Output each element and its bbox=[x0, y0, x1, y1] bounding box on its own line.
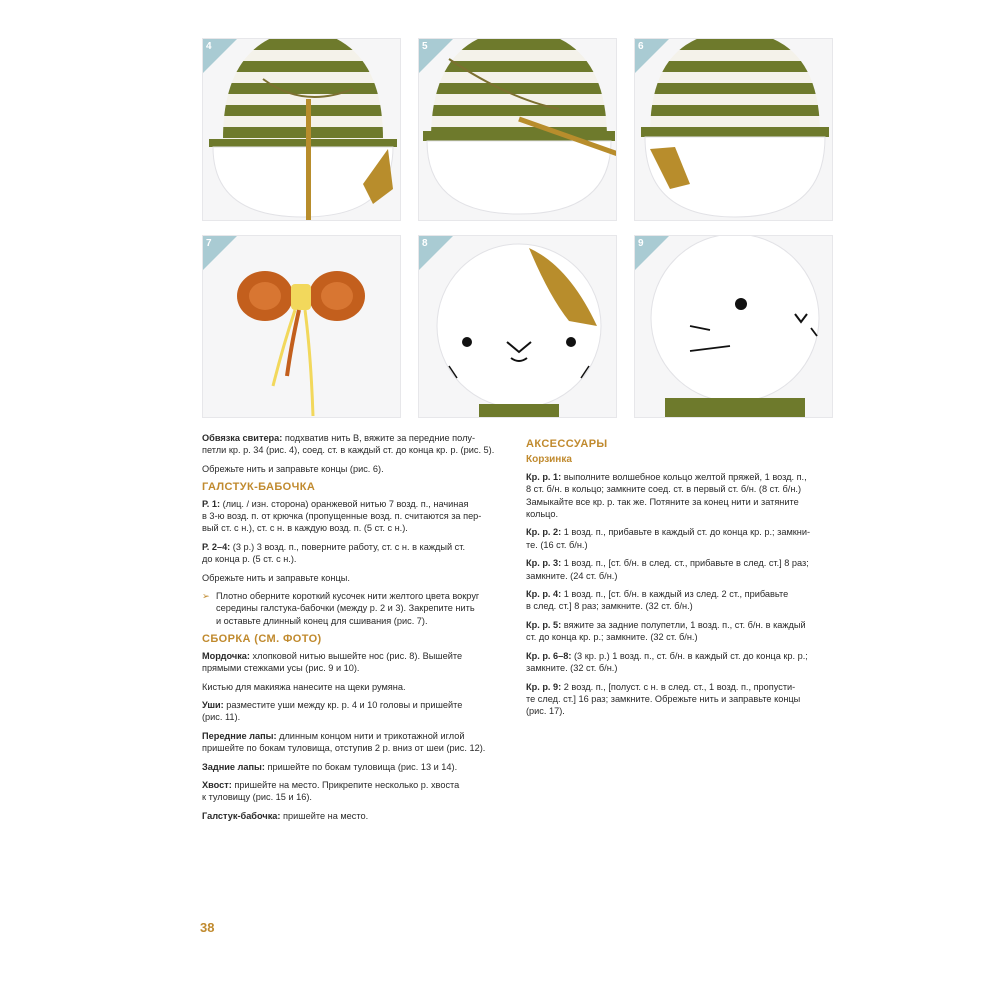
basket-round-2: Кр. р. 2: 1 возд. п., прибавьте в каждый ст. до конца кр. р.; замкни- те. (16 ст. б/н.) bbox=[526, 527, 811, 550]
cut-yarn-note-2: Обрежьте нить и заправьте концы. bbox=[202, 572, 350, 583]
photo-8 bbox=[418, 235, 617, 418]
arrow-icon: ➢ bbox=[202, 591, 210, 602]
tail-instruction: Хвост: пришейте на место. Прикрепите несколько р. хвоста к туловищу (рис. 15 и 16). bbox=[202, 779, 460, 803]
basket-round-9: Кр. р. 9: 2 возд. п., [полуст. с н. в след. ст., 1 возд. п., пропусти- те след. ст.] 16 раз; замкните. Обрежьте нить и заправьте концы (рис. 17). bbox=[526, 681, 801, 717]
section-heading-bow-tie: ГАЛСТУК-БАБОЧКА bbox=[202, 481, 316, 494]
section-heading-assembly: СБОРКА (СМ. ФОТО) bbox=[202, 633, 322, 646]
photo-6 bbox=[634, 38, 833, 221]
photo-5 bbox=[418, 38, 617, 221]
back-paws-instruction: Задние лапы: пришейте по бокам туловища (рис. 13 и 14). bbox=[202, 761, 458, 772]
wrap-yellow-yarn-note: ➢ Плотно оберните короткий кусочек нити желтого цвета вокруг середины галстука-бабочки (между р. 2 и 3). Закрепите нить и оставьте длинный конец для сшивания (рис. 7). bbox=[202, 591, 480, 626]
figure-number: 4 bbox=[206, 41, 212, 52]
front-paws-instruction: Передние лапы: длинным концом нити и трикотажной иглой пришейте по бокам туловища, отступив 2 р. вниз от шеи (рис. 12). bbox=[202, 730, 486, 754]
photo-4 bbox=[202, 38, 401, 221]
figure-number: 5 bbox=[422, 41, 428, 52]
muzzle-instruction: Мордочка: хлопковой нитью вышейте нос (рис. 8). Вышейте прямыми стежками усы (рис. 9 и 10). bbox=[202, 650, 463, 674]
row-1-instruction: Р. 1: (лиц. / изн. сторона) оранжевой нитью 7 возд. п., начиная в 3-ю возд. п. от крючка (пропущенные возд. п. считаются за пер- вый ст. с н.), ст. с н. в каждую возд. п. (5 ст. с н.). bbox=[202, 498, 482, 534]
page-number: 38 bbox=[200, 920, 215, 935]
figure-number: 7 bbox=[206, 238, 212, 249]
basket-round-5: Кр. р. 5: вяжите за задние полупетли, 1 возд. п., ст. б/н. в каждый ст. до конца кр. р.; замкните. (32 ст. б/н.) bbox=[526, 619, 806, 643]
basket-round-1: Кр. р. 1: выполните волшебное кольцо желтой пряжей, 1 возд. п., 8 ст. б/н. в кольцо; замкните соед. ст. в первый ст. б/н. (8 ст. б/н.) Замыкайте все кр. р. так же. Потяните за конец нити и затяните кольцо. bbox=[526, 471, 807, 520]
photo-9 bbox=[634, 235, 833, 418]
basket-round-4: Кр. р. 4: 1 возд. п., [ст. б/н. в каждый из след. 2 ст., прибавьте в след. ст.] 8 раз; замкните. (32 ст. б/н.) bbox=[526, 589, 789, 612]
right-column bbox=[526, 432, 836, 724]
figure-number: 8 bbox=[422, 238, 428, 249]
section-heading-accessories: АКСЕССУАРЫ bbox=[526, 438, 608, 450]
cut-yarn-note: Обрежьте нить и заправьте концы (рис. 6). bbox=[202, 463, 384, 474]
ears-instruction: Уши: разместите уши между кр. р. 4 и 10 головы и пришейте (рис. 11). bbox=[202, 699, 463, 723]
blush-instruction: Кистью для макияжа нанесите на щеки румяна. bbox=[202, 681, 406, 692]
left-column bbox=[202, 432, 520, 828]
basket-round-6-8: Кр. р. 6–8: (3 кр. р.) 1 возд. п., ст. б/н. в каждый ст. до конца кр. р.; замкните. (32 ст. б/н.) bbox=[526, 650, 808, 674]
figure-number: 6 bbox=[638, 41, 644, 52]
figure-number: 9 bbox=[638, 238, 644, 249]
subheading-basket: Корзинка bbox=[526, 454, 572, 466]
basket-round-3: Кр. р. 3: 1 возд. п., [ст. б/н. в след. ст., прибавьте в след. ст.] 8 раз; замкните. (24 ст. б/н.) bbox=[526, 558, 809, 581]
sweater-edge-instruction: Обвязка свитера: подхватив нить В, вяжите за передние полу- петли кр. р. 34 (рис. 4), соед. ст. в каждый ст. до конца кр. р. (рис. 5). bbox=[202, 433, 495, 456]
row-2-4-instruction: Р. 2–4: (3 р.) 3 возд. п., поверните работу, ст. с н. в каждый ст. до конца р. (5 ст. с н.). bbox=[202, 541, 465, 565]
photo-7 bbox=[202, 235, 401, 418]
bowtie-attach-instruction: Галстук-бабочка: пришейте на место. bbox=[202, 810, 369, 821]
